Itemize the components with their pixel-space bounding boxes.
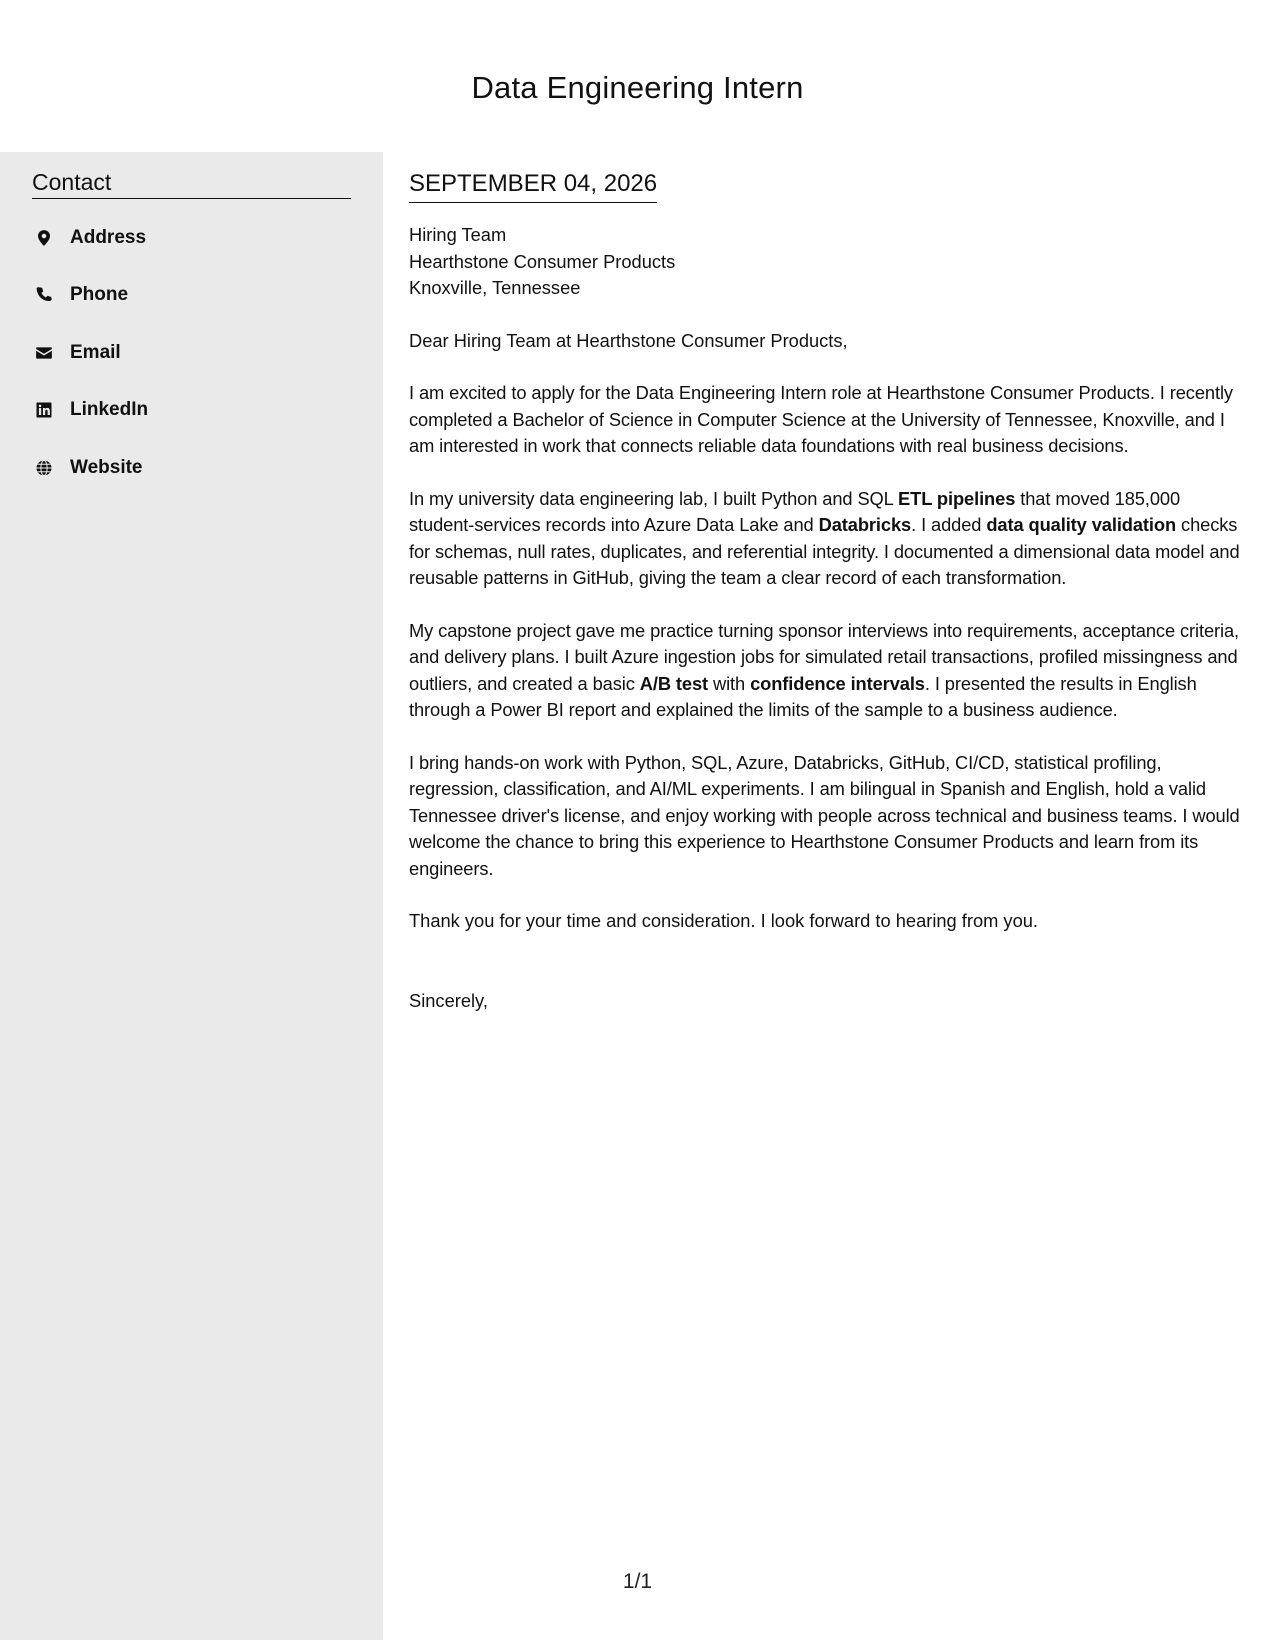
recipient-company: Hearthstone Consumer Products xyxy=(409,250,676,272)
recipient-line: Hiring Team xyxy=(409,224,507,245)
paragraph-text: with xyxy=(708,672,751,694)
paragraph-text: checks for schemas, null rates, duplicates, and referential integrity. I documented a dimensional data model and reusable patterns in GitHub, giving the team a clear record of each transformation. xyxy=(409,514,1240,588)
contact-item-address[interactable] xyxy=(32,209,351,267)
contact-label-website: Website xyxy=(70,456,143,478)
highlight-databricks: Databricks xyxy=(818,514,912,535)
paragraph-text: that moved 185,000 student-services records into Azure Data Lake and xyxy=(409,487,1181,535)
paragraph-intro: I am excited to apply for the Data Engineering Intern role at Hearthstone Consumer Products. I recently completed a Bachelor of Science in Computer Science at the University of Tennessee, Knoxville, and I am interested in work that connects reliable data foundations with real business decisions. xyxy=(409,382,1233,456)
linkedin-icon xyxy=(35,401,53,419)
contact-item-email[interactable] xyxy=(32,324,351,382)
letter-body xyxy=(409,152,1249,1014)
paragraph-text: My capstone project gave me practice turning sponsor interviews into requirements, acceptance criteria, and delivery plans. I built Azure ingestion jobs for simulated retail transactions, profiled missingness and outliers, and created a basic xyxy=(409,619,1240,694)
salutation: Dear Hiring Team at Hearthstone Consumer Products, xyxy=(409,329,848,351)
contact-item-website[interactable] xyxy=(32,439,351,497)
letter-date-block xyxy=(409,170,657,203)
page-number: 1/1 xyxy=(622,1570,653,1593)
recipient-block xyxy=(409,222,1249,302)
highlight-ab-test: A/B test xyxy=(639,672,709,694)
highlight-data-quality: data quality validation xyxy=(986,514,1177,535)
contact-label-linkedin: LinkedIn xyxy=(70,399,149,421)
paragraph-lab-experience xyxy=(409,486,1249,592)
closing-thanks: Thank you for your time and consideration. I look forward to hearing from you. xyxy=(409,910,1038,931)
signoff: Sincerely, xyxy=(409,989,488,1011)
paragraph-text: . I presented the results in English through a Power BI report and explained the limits of the sample to a business audience. xyxy=(409,672,1197,720)
map-pin-icon xyxy=(35,229,53,247)
contact-list xyxy=(32,209,351,497)
highlight-etl-pipelines: ETL pipelines xyxy=(898,487,1016,509)
contact-item-phone[interactable] xyxy=(32,267,351,325)
globe-icon xyxy=(35,459,53,477)
contact-heading: Contact xyxy=(32,168,351,199)
contact-label-phone: Phone xyxy=(70,284,129,306)
contact-item-linkedin[interactable] xyxy=(32,382,351,440)
letter-date: SEPTEMBER 04, 2026 xyxy=(409,170,658,197)
highlight-confidence-intervals: confidence intervals xyxy=(750,672,925,694)
paragraph-capstone xyxy=(409,618,1249,724)
contact-label-email: Email xyxy=(70,341,121,363)
contact-label-address: Address xyxy=(70,226,147,248)
phone-icon xyxy=(35,286,53,304)
paragraph-text: . I added xyxy=(911,514,987,535)
contact-sidebar xyxy=(0,152,383,1640)
page-title: Data Engineering Intern xyxy=(471,70,804,105)
envelope-icon xyxy=(35,344,53,362)
recipient-location: Knoxville, Tennessee xyxy=(409,277,581,298)
paragraph-text: In my university data engineering lab, I built Python and SQL xyxy=(409,487,899,509)
paragraph-skills: I bring hands-on work with Python, SQL, Azure, Databricks, GitHub, CI/CD, statistical profiling, regression, classification, and AI/ML experiments. I am bilingual in Spanish and English, hold a valid Tennessee driver's license, and enjoy working with people across technical and business teams. I would welcome the chance to bring this experience to Hearthstone Consumer Products and learn from its engineers. xyxy=(409,751,1240,879)
